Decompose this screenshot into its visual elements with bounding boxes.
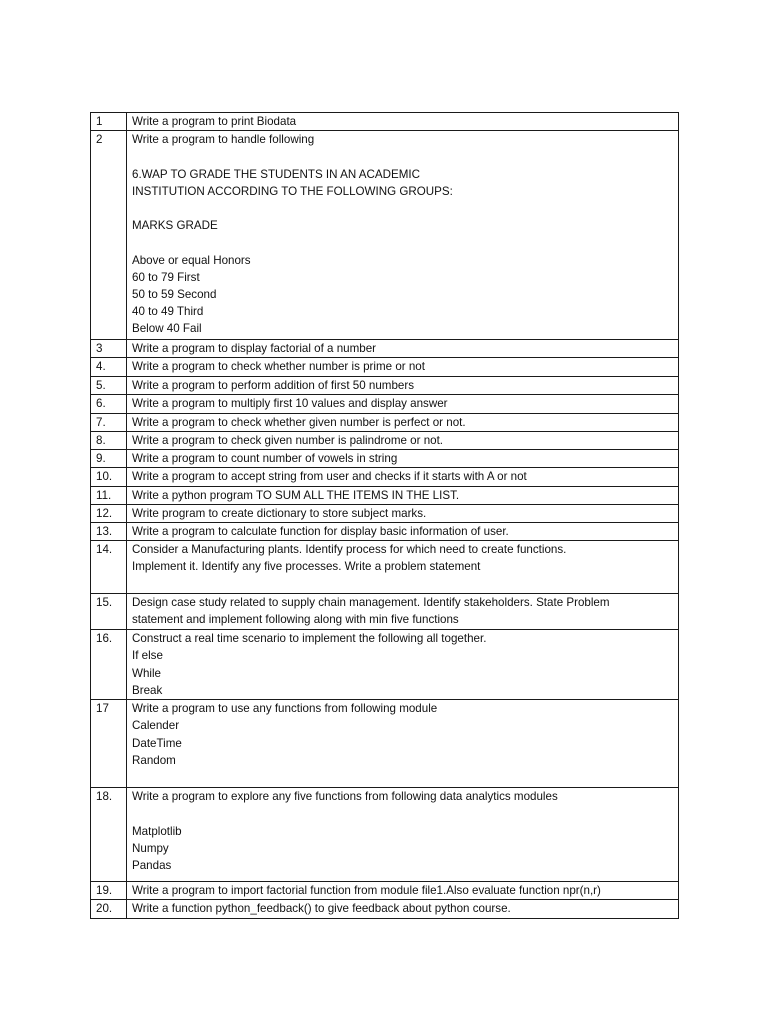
row-task-text: Write a program to explore any five functions from following data analytics modules Matplotlib Numpy Pandas (127, 788, 679, 882)
row-task-text: Consider a Manufacturing plants. Identify process for which need to create functions. Implement it. Identify any five processes. Write a problem statement (127, 541, 679, 594)
row-task-text: Write a program to calculate function for display basic information of user. (127, 523, 679, 541)
table-row (91, 788, 679, 882)
assignment-table (90, 112, 679, 919)
table-row (91, 468, 679, 486)
table-row (91, 432, 679, 450)
row-task-text: Write a program to accept string from user and checks if it starts with A or not (127, 468, 679, 486)
row-number: 19. (91, 882, 127, 900)
row-task-text: Write a program to check whether number is prime or not (127, 358, 679, 376)
row-number: 18. (91, 788, 127, 882)
table-row (91, 523, 679, 541)
row-task-text: Write a program to check whether given number is perfect or not. (127, 413, 679, 431)
table-row (91, 486, 679, 504)
table-row (91, 340, 679, 358)
row-task-text: Construct a real time scenario to implement the following all together. If else While Break (127, 630, 679, 700)
row-task-text: Write a program to print Biodata (127, 113, 679, 131)
row-task-text: Write a function python_feedback() to give feedback about python course. (127, 900, 679, 918)
table-row (91, 882, 679, 900)
row-number: 13. (91, 523, 127, 541)
table-row (91, 113, 679, 131)
table-row (91, 541, 679, 594)
row-number: 1 (91, 113, 127, 131)
table-row (91, 358, 679, 376)
row-number: 12. (91, 504, 127, 522)
table-row (91, 376, 679, 394)
row-number: 5. (91, 376, 127, 394)
row-number: 15. (91, 594, 127, 630)
table-row (91, 594, 679, 630)
row-task-text: Write a program to use any functions from following module Calender DateTime Random (127, 700, 679, 788)
row-number: 8. (91, 432, 127, 450)
assignment-table-body (91, 113, 679, 919)
row-number: 14. (91, 541, 127, 594)
row-number: 11. (91, 486, 127, 504)
row-task-text: Write a program to display factorial of a number (127, 340, 679, 358)
table-row (91, 413, 679, 431)
row-number: 9. (91, 450, 127, 468)
row-number: 6. (91, 394, 127, 413)
row-number: 17 (91, 700, 127, 788)
row-task-text: Write a program to import factorial function from module file1.Also evaluate function npr(n,r) (127, 882, 679, 900)
row-task-text: Write a program to handle following 6.WAP TO GRADE THE STUDENTS IN AN ACADEMIC INSTITUTION ACCORDING TO THE FOLLOWING GROUPS: MARKS GRADE Above or equal Honors 60 to 79 First 50 to 59 Second 40 to 49 Third Below 40 Fail (127, 131, 679, 340)
table-row (91, 630, 679, 700)
row-number: 20. (91, 900, 127, 918)
row-task-text: Write a program to perform addition of first 50 numbers (127, 376, 679, 394)
row-number: 10. (91, 468, 127, 486)
table-row (91, 700, 679, 788)
table-row (91, 131, 679, 340)
table-row (91, 504, 679, 522)
row-task-text: Write a python program TO SUM ALL THE ITEMS IN THE LIST. (127, 486, 679, 504)
table-row (91, 900, 679, 918)
row-number: 4. (91, 358, 127, 376)
row-number: 7. (91, 413, 127, 431)
row-task-text: Write a program to count number of vowels in string (127, 450, 679, 468)
table-row (91, 394, 679, 413)
table-row (91, 450, 679, 468)
row-number: 3 (91, 340, 127, 358)
row-task-text: Write program to create dictionary to store subject marks. (127, 504, 679, 522)
row-task-text: Write a program to check given number is palindrome or not. (127, 432, 679, 450)
row-number: 2 (91, 131, 127, 340)
row-number: 16. (91, 630, 127, 700)
row-task-text: Design case study related to supply chain management. Identify stakeholders. State Problem statement and implement following along with min five functions (127, 594, 679, 630)
row-task-text: Write a program to multiply first 10 values and display answer (127, 394, 679, 413)
